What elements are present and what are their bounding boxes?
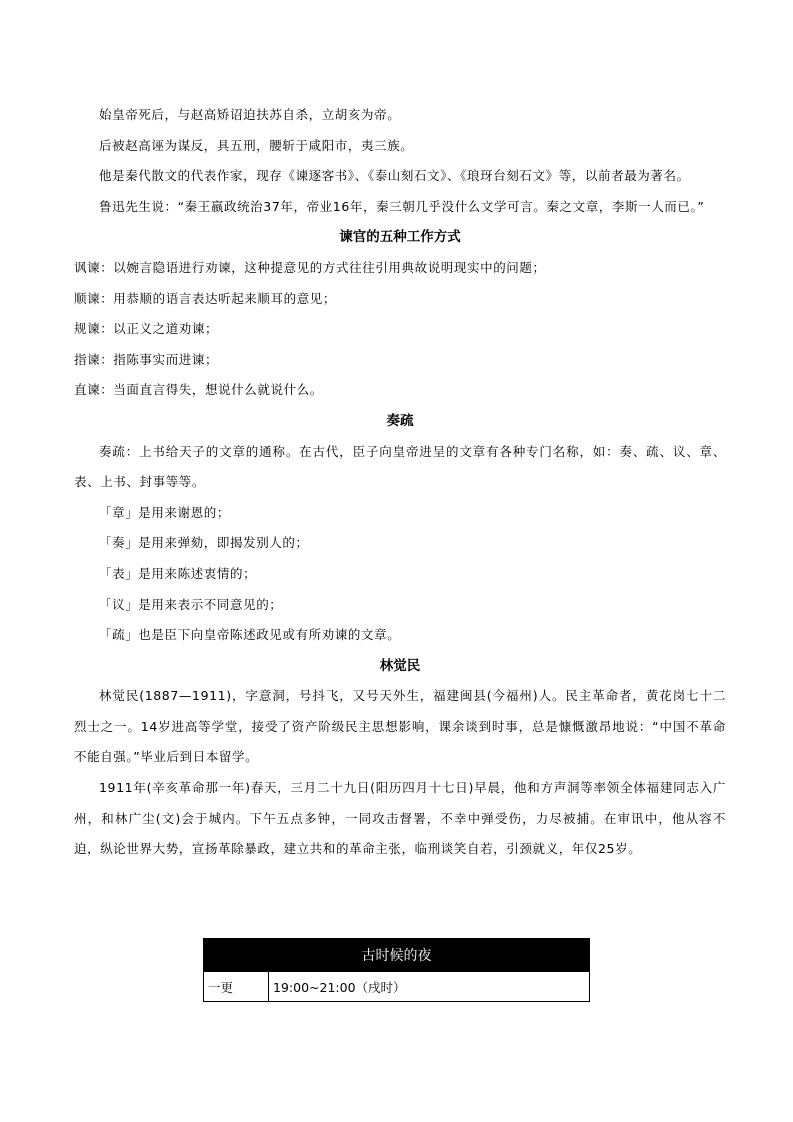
paragraph-text: 鲁迅先生说：“秦王嬴政统治37年，帝业16年，秦三朝几乎没什么文学可言。秦之文章，李斯一人而已。”	[99, 198, 705, 214]
list-item: 顺谏：用恭顺的语言表达听起来顺耳的意见；	[74, 290, 337, 306]
table-row	[204, 972, 590, 1002]
list-item: 「表」是用来陈述衷情的；	[99, 565, 257, 581]
paragraph-text: 1911年(辛亥革命那一年)春天，三月二十九日(阳历四月十七日)早晨，他和方声洞等率领全体福建同志入广州，和林广尘(文)会于城内。下午五点多钟，一同攻击督署，不幸中弹受伤，力尽被捕。在审讯中，他从容不迫，纵论世界大势，宣扬革除暴政，建立共和的革命主张，临刑谈笑自若，引颈就义，年仅25岁。	[74, 780, 726, 857]
table-header-row	[204, 939, 590, 972]
list-item: 讽谏：以婉言隐语进行劝谏，这种提意见的方式往往引用典故说明现实中的问题；	[74, 259, 546, 275]
paragraph-text: 他是秦代散文的代表作家，现存《谏逐客书》、《泰山刻石文》、《琅玡台刻石文》等，以前者最为著名。	[99, 168, 690, 184]
list-item: 「章」是用来谢恩的；	[99, 504, 231, 520]
paragraph-text: 奏疏：上书给天子的文章的通称。在古代，臣子向皇帝进呈的文章有各种专门名称，如：奏、疏、议、章、表、上书、封事等等。	[74, 443, 726, 490]
list-item: 「议」是用来表示不同意见的；	[99, 596, 283, 612]
list-item: 「奏」是用来弹劾，即揭发别人的；	[99, 535, 309, 551]
section-heading-memorial: 奏疏	[386, 412, 414, 429]
document-page	[74, 100, 726, 865]
table-cell-watch: 一更	[204, 972, 269, 1002]
table-cell-time: 19:00~21:00（戌时）	[269, 972, 590, 1002]
list-item: 指谏：指陈事实而进谏；	[74, 351, 219, 367]
list-item: 规谏：以正义之道劝谏；	[74, 321, 219, 337]
paragraph-text: 后被赵高诬为谋反，具五刑，腰斩于咸阳市，夷三族。	[99, 137, 414, 153]
paragraph-text: 林觉民(1887—1911)，字意洞，号抖飞，又号天外生，福建闽县(今福州)人。民主革命者，黄花岗七十二烈士之一。14岁进高等学堂，接受了资产阶级民主思想影响，课余谈到时事，总是慷慨激昂地说：“中国不革命不能自强。”毕业后到日本留学。	[74, 688, 726, 765]
list-item: 「疏」也是臣下向皇帝陈述政见或有所劝谏的文章。	[99, 627, 401, 643]
night-watch-table	[203, 938, 590, 1002]
section-heading-lin: 林觉民	[379, 657, 421, 674]
paragraph-text: 始皇帝死后，与赵高矫诏迫扶苏自杀，立胡亥为帝。	[99, 107, 401, 122]
list-item: 直谏：当面直言得失，想说什么就说什么。	[74, 382, 323, 398]
table-header: 古时候的夜	[204, 939, 590, 972]
section-heading-remonstrance: 谏官的五种工作方式	[339, 229, 461, 246]
